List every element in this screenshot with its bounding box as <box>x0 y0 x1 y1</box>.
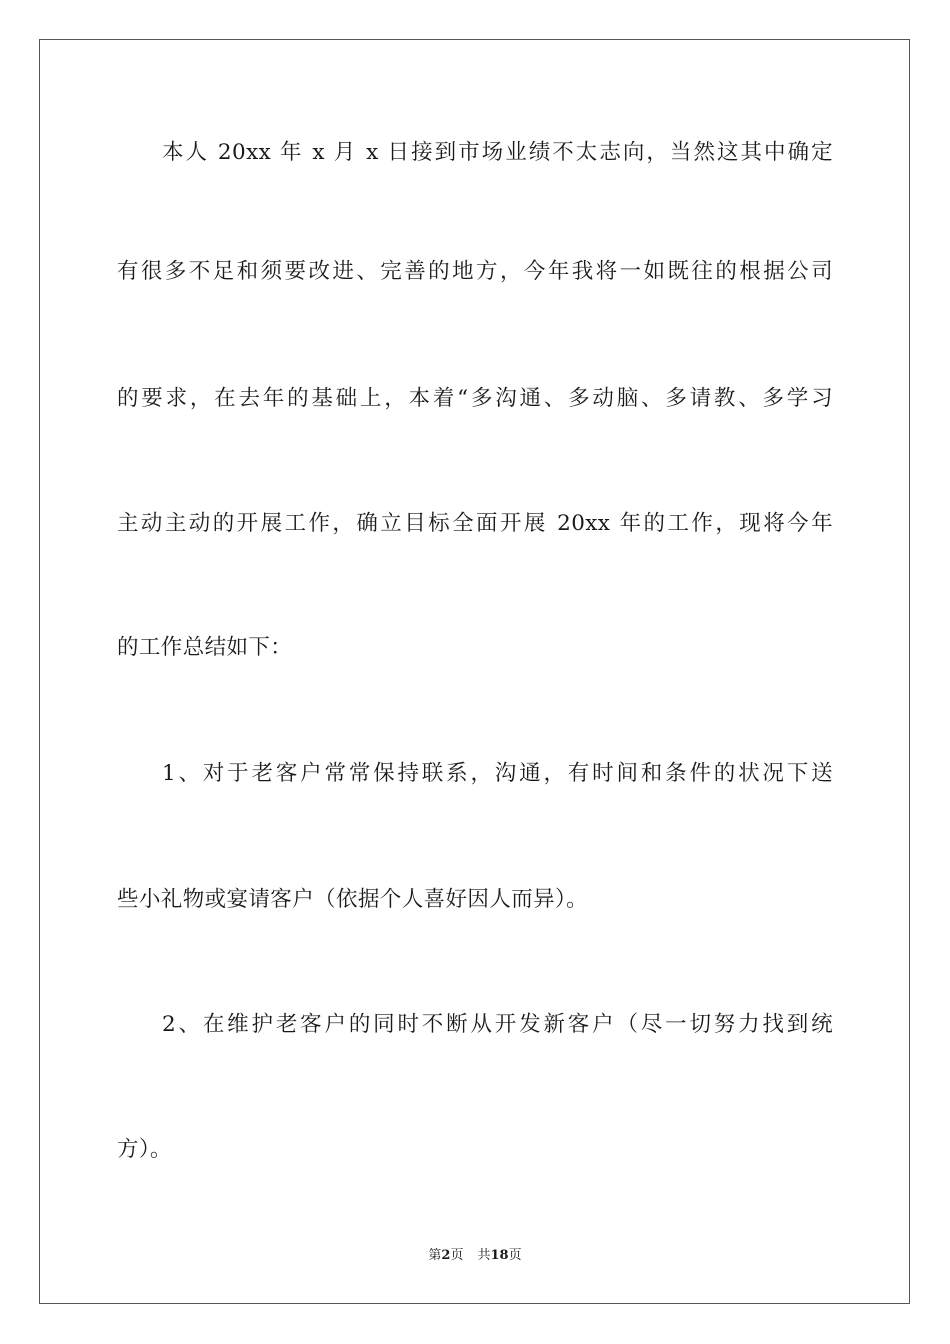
paragraph-1-line-3: 的要求，在去年的基础上，本着“多沟通、多动脑、多请教、多学习 <box>117 386 833 411</box>
list-item-2-line-1: 2、在维护老客户的同时不断从开发新客户（尽一切努力找到统 <box>162 1012 833 1037</box>
page-footer <box>0 1247 950 1265</box>
page-border <box>39 39 910 1304</box>
footer-total-suffix: 页 <box>508 1248 522 1263</box>
footer-total-prefix: 共 <box>477 1248 491 1263</box>
footer-prefix: 第 <box>428 1248 442 1263</box>
list-item-1-line-2: 些小礼物或宴请客户（依据个人喜好因人而异）。 <box>117 887 589 912</box>
total-pages-number: 18 <box>490 1248 509 1263</box>
list-item-1-line-1: 1、对于老客户常常保持联系，沟通，有时间和条件的状况下送 <box>162 761 833 786</box>
current-page-number: 2 <box>441 1248 451 1263</box>
list-item-2-line-2: 方）。 <box>117 1137 172 1162</box>
paragraph-1-line-5: 的工作总结如下： <box>117 635 293 660</box>
paragraph-1-line-1: 本人 20xx 年 x 月 x 日接到市场业绩不太志向，当然这其中确定 <box>162 140 833 165</box>
footer-page-suffix: 页 <box>450 1248 464 1263</box>
paragraph-1-line-2: 有很多不足和须要改进、完善的地方，今年我将一如既往的根据公司 <box>117 259 833 284</box>
paragraph-1-line-4: 主动主动的开展工作，确立目标全面开展 20xx 年的工作，现将今年 <box>117 511 833 536</box>
